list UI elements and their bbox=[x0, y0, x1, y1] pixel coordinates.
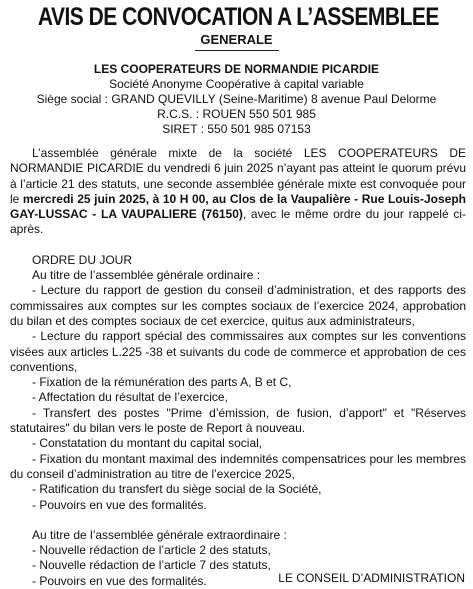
agenda-item: - Nouvelle rédaction de l’article 2 des statuts, bbox=[32, 543, 271, 558]
agenda-item: - Affectation du résultat de l’exercice, bbox=[32, 390, 228, 405]
extraordinary-heading: Au titre de l’assemblée générale extraordinaire : bbox=[32, 527, 287, 542]
notice-body bbox=[10, 146, 466, 589]
agenda-item: - Fixation de la rémunération des parts A, B et C, bbox=[32, 375, 292, 390]
intro-text-1: L’assemblée générale mixte de la société LES COOPERATEURS DE NORMANDIE PICARDIE du vendredi 6 juin 2025 n’ayant pas atteint le quorum prévu à l’article 21 des statuts, une seconde assemblée générale mixte est convoquée pour le bbox=[10, 146, 466, 206]
notice-title: AVIS DE CONVOCATION A L’ASSEMBLEE bbox=[37, 3, 439, 31]
spacer bbox=[10, 238, 466, 253]
intro-text-2: , avec le même ordre du jour rappelé ci-après. bbox=[10, 207, 466, 237]
company-rcs: R.C.S. : ROUEN 550 501 985 bbox=[157, 107, 316, 121]
notice-subtitle: GENERALE bbox=[200, 32, 273, 47]
company-name: LES COOPERATEURS DE NORMANDIE PICARDIE bbox=[93, 62, 380, 76]
company-seat: Siège social : GRAND QUEVILLY (Seine-Maritime) 8 avenue Paul Delorme bbox=[36, 92, 437, 106]
ordinary-heading: Au titre de l’assemblée générale ordinaire : bbox=[32, 268, 261, 283]
agenda-heading: ORDRE DU JOUR bbox=[32, 252, 133, 267]
agenda-item: - Lecture du rapport de gestion du conseil d’administration, et des rapports des commissaires aux comptes sur les comptes sociaux de l’exercice 2024, approbation du bilan et des comptes sociaux de cet exercice, quitus aux administrateurs, bbox=[10, 283, 466, 328]
company-siret: SIRET : 550 501 985 07153 bbox=[162, 122, 311, 136]
agenda-item: - Transfert des postes "Prime d’émission, de fusion, d’apport" et "Réserves statutaires" du bilan vers le poste de Report à nouveau. bbox=[10, 405, 466, 436]
company-form: Société Anonyme Coopérative à capital variable bbox=[109, 77, 364, 91]
spacer bbox=[10, 513, 466, 528]
meeting-date-location: mercredi 25 juin 2025, à 10 H 00, au Clos de la Vaupalière - Rue Louis-Joseph GAY-LUSSAC - LA VAUPALIERE (76150) bbox=[10, 191, 466, 222]
agenda-item: - Ratification du transfert du siège social de la Société, bbox=[32, 482, 322, 497]
agenda-item: - Fixation du montant maximal des indemnités compensatrices pour les membres du conseil d’administration au titre de l’exercice 2025, bbox=[10, 451, 466, 481]
agenda-item: - Pouvoirs en vue des formalités. bbox=[32, 573, 207, 588]
signature: LE CONSEIL D’ADMINISTRATION bbox=[278, 571, 465, 585]
intro-paragraph bbox=[10, 146, 466, 238]
agenda-item: - Nouvelle rédaction de l’article 7 des statuts, bbox=[32, 558, 271, 573]
agenda-item: - Constatation du montant du capital social, bbox=[32, 436, 263, 451]
title-divider bbox=[195, 50, 279, 51]
agenda-item: - Lecture du rapport spécial des commissaires aux comptes sur les conventions visées aux articles L.225 -38 et suivants du code de commerce et approbation de ces conventions, bbox=[10, 329, 466, 374]
agenda-item: - Pouvoirs en vue des formalités. bbox=[32, 497, 207, 512]
